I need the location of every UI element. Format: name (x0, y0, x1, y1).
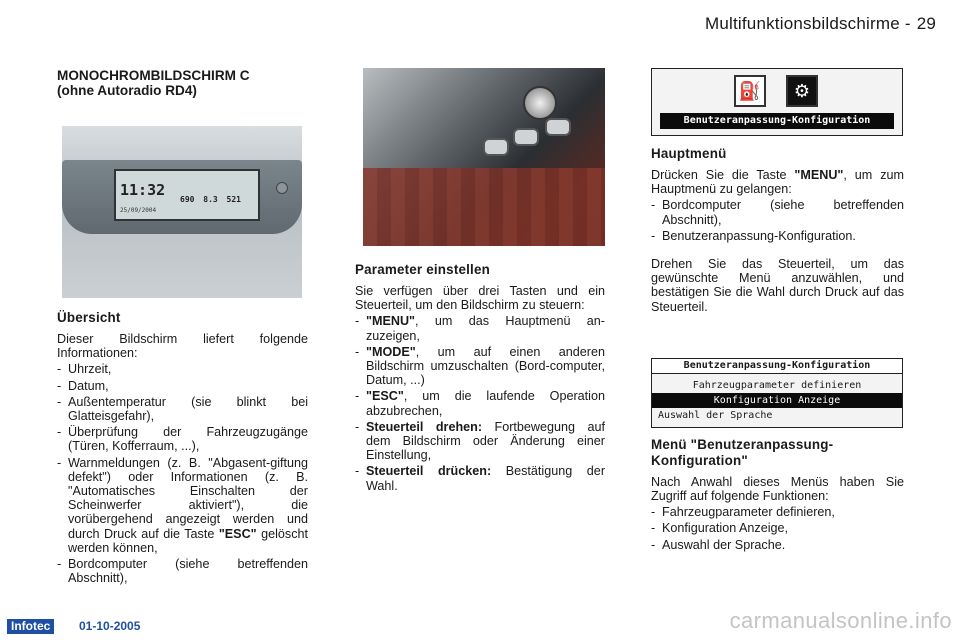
list-item: - Uhrzeit, (57, 362, 308, 376)
watermark: carmanualsonline.info (729, 608, 952, 633)
config-menu-screen (651, 358, 903, 428)
heading-main-menu: Hauptmenü (651, 146, 727, 161)
list-item: - Bordcomputer (siehe betreffenden Abschnitt), (57, 557, 308, 585)
config-screen-row: Fahrzeugparameter definieren (692, 379, 862, 391)
main-menu-intro: Drücken Sie die Taste "MENU", um zum Hauptmenü zu gelangen: (651, 168, 904, 197)
menu-key-label: "MENU" (794, 168, 844, 182)
monochrome-screen (114, 169, 260, 221)
heading-config-menu: Menü "Benutzeranpassung-Konfiguration" (651, 436, 834, 468)
esc-key-label: "ESC" (218, 526, 257, 541)
equalizer-icon: ⚙ (786, 75, 818, 107)
list-item: - Überprüfung der Fahrzeugzugänge (Türen, Kofferraum, ...), (57, 425, 308, 453)
screen-date: 25/09/2004 (120, 207, 157, 214)
footer-date: 01-10-2005 (79, 619, 141, 633)
list-item: - "MODE", um auf einen anderen Bildschirm umzuschalten (Bord-computer, Datum, ...) (355, 345, 605, 388)
list-item: - Steuerteil drehen: Fortbewegung auf dem Bildschirm oder Änderung einer Einstellung, (355, 420, 605, 463)
list-item: - Steuerteil drücken: Bestätigung der Wahl. (355, 464, 605, 492)
main-menu-bar: Benutzeranpassung-Konfiguration (660, 113, 894, 129)
parameters-intro: Sie verfügen über drei Tasten und ein Steuerteil, um den Bildschirm zu steuern: (355, 284, 605, 313)
main-menu-list (651, 198, 904, 243)
overview-intro: Dieser Bildschirm liefert folgende Informationen: (57, 332, 308, 361)
config-screen-row: Auswahl der Sprache (658, 409, 773, 421)
config-list (651, 505, 904, 552)
control-dial (523, 86, 557, 120)
steering-controls-image (363, 68, 605, 246)
section-title (57, 68, 308, 98)
list-item: - Außentemperatur (sie blinkt bei Glatteisgefahr), (57, 395, 308, 423)
infotec-badge: Infotec (7, 619, 54, 634)
list-item: - "MENU", um das Hauptmenü an-zuzeigen, (355, 314, 605, 342)
dashboard-knob (276, 182, 288, 194)
config-screen-row-selected: Konfiguration Anzeige (652, 393, 902, 408)
list-item: - Auswahl der Sprache. (651, 538, 904, 552)
list-item: - Warnmeldungen (z. B. "Abgasent-giftung defekt") oder Informationen (z. B. "Automatisches Einschalten der Scheinwerfer aktiviert"), die vorübergehend angezeigt werden und durch Druck auf die Taste "ESC" gelöscht werden können, (57, 456, 308, 555)
fuel-pump-icon: ⛽ (734, 75, 766, 107)
header-title: Multifunktionsbildschirme - (704, 14, 911, 33)
page-header (705, 14, 936, 34)
main-menu-screen (651, 68, 903, 136)
dashboard-display-image (62, 126, 302, 298)
list-item: - Fahrzeugparameter definieren, (651, 505, 904, 519)
list-item: - Bordcomputer (siehe betreffenden Abschnitt), (651, 198, 904, 226)
list-item: - Benutzeranpassung-Konfiguration. (651, 229, 904, 243)
heading-parameters: Parameter einstellen (355, 262, 490, 277)
list-item: - Konfiguration Anzeige, (651, 521, 904, 535)
config-intro: Nach Anwahl dieses Menüs haben Sie Zugriff auf folgende Funktionen: (651, 474, 904, 504)
list-item: - Datum, (57, 379, 308, 393)
column-parameters (355, 68, 605, 493)
screen-values: 690 8.3 521 (180, 195, 241, 204)
overview-list (57, 362, 308, 585)
page-number: 29 (916, 14, 936, 33)
list-item: - "ESC", um die laufende Operation abzubrechen, (355, 389, 605, 417)
screen-clock: 11:32 (120, 181, 166, 199)
heading-overview: Übersicht (57, 310, 121, 325)
column-overview (57, 68, 308, 585)
parameters-list (355, 314, 605, 492)
main-menu-paragraph: Drehen Sie das Steuerteil, um das gewünschte Menü anzuwählen, und bestätigen Sie die Wahl durch Druck auf das Steuerteil. (651, 257, 904, 314)
title-line-1: MONOCHROMBILDSCHIRM C (57, 68, 250, 83)
title-line-2: (ohne Autoradio RD4) (57, 83, 197, 98)
config-screen-title: Benutzeranpassung-Konfiguration (652, 359, 902, 374)
column-main-menu (651, 68, 904, 552)
